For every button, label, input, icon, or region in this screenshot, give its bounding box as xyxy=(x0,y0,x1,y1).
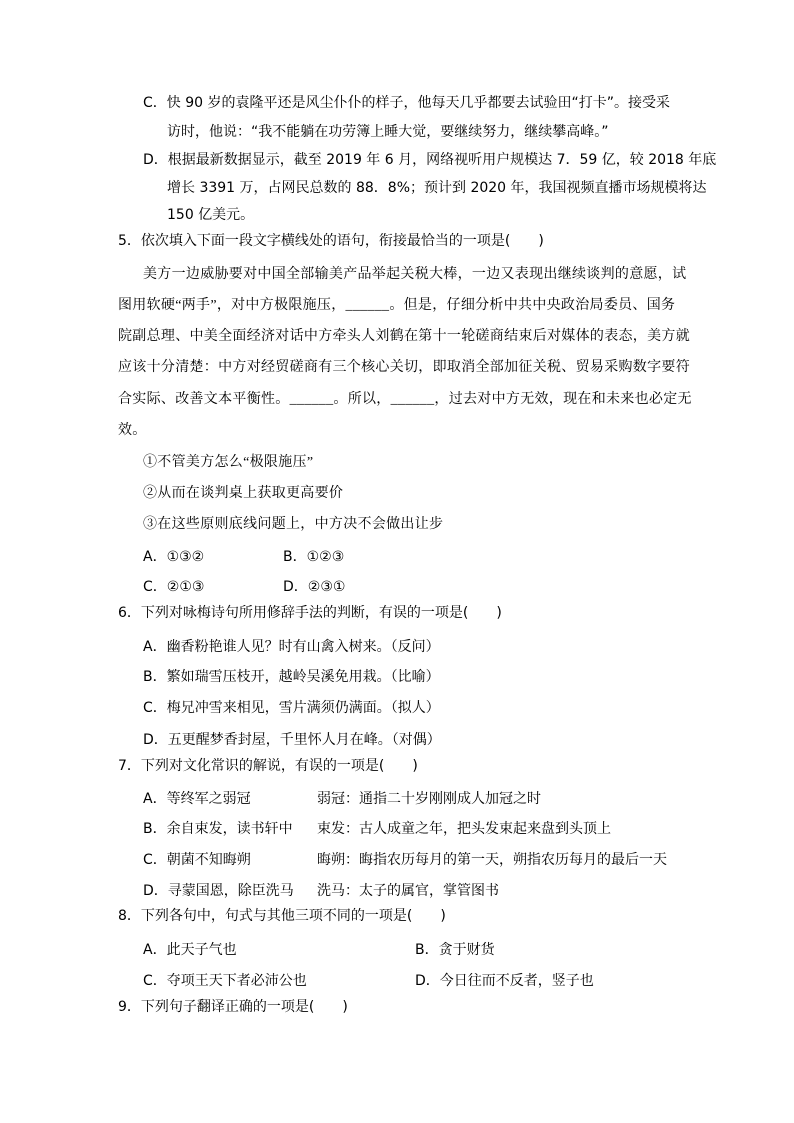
q6-stem: 6．下列对咏梅诗句所用修辞手法的判断，有误的一项是( ) xyxy=(118,605,502,621)
q4-option-c-line: 访时，他说：“我不能躺在功劳簿上睡大觉，要继续努力，继续攀高峰。” xyxy=(167,124,609,140)
q5-option-b: B．①②③ xyxy=(283,549,345,565)
q5-statement-1: ①不管美方怎么“极限施压” xyxy=(143,455,314,470)
q4-option-d-line: 增长 3391 万，占网民总数的 88．8%；预计到 2020 年，我国视频直播市场规模将达 xyxy=(167,180,707,196)
q5-option-a: A．①③② xyxy=(143,549,205,565)
q5-passage-line: 应该十分清楚：中方对经贸磋商有三个核心关切，即取消全部加征关税、贸易采购数字要符 xyxy=(118,360,690,375)
q7-option-b: B．余自束发，读书轩中 xyxy=(143,821,293,837)
q5-passage-line: 院副总理、中美全面经济对话中方牵头人刘鹤在第十一轮磋商结束后对媒体的表态，美方就 xyxy=(118,329,690,344)
q7-option-d-note: 洗马：太子的属官，掌管图书 xyxy=(317,883,499,899)
q7-option-a: A．等终军之弱冠 xyxy=(143,791,251,807)
q5-passage-line: 合实际、改善文本平衡性。______。所以，______，过去对中方无效，现在和未来也必定无 xyxy=(118,392,692,407)
q7-option-c-note: 晦朔：晦指农历每月的第一天，朔指农历每月的最后一天 xyxy=(317,852,667,868)
q6-option-b: B．繁如瑞雪压枝开，越岭吴溪免用栽。（比喻） xyxy=(143,669,440,685)
q5-stem: 5．依次填入下面一段文字横线处的语句，衔接最恰当的一项是( ) xyxy=(118,233,544,249)
q9-stem: 9．下列句子翻译正确的一项是( ) xyxy=(118,999,348,1015)
q8-option-b: B．贪于财货 xyxy=(415,942,495,958)
q6-option-d: D．五更醒梦香封屋，千里怀人月在峰。（对偶） xyxy=(143,732,441,748)
q7-option-b-note: 束发：古人成童之年，把头发束起来盘到头顶上 xyxy=(317,821,611,837)
q7-stem: 7．下列对文化常识的解说，有误的一项是( ) xyxy=(118,758,418,774)
q5-passage-line: 图用软硬“两手”，对中方极限施压，______。但是，仔细分析中共中央政治局委员、国务 xyxy=(118,298,676,313)
q6-option-a: A．幽香粉艳谁人见？时有山禽入树来。（反问） xyxy=(143,639,440,655)
q5-statement-2: ②从而在谈判桌上获取更高要价 xyxy=(143,486,344,501)
q8-option-a: A．此天子气也 xyxy=(143,942,237,958)
q5-option-d: D．②③① xyxy=(283,579,346,595)
q4-option-c-line: C．快 90 岁的袁隆平还是风尘仆仆的样子，他每天几乎都要去试验田“打卡”。接受采 xyxy=(143,95,670,111)
q7-option-c: C．朝菌不知晦朔 xyxy=(143,852,251,868)
q5-passage-line: 效。 xyxy=(118,423,147,438)
q4-option-d-line: D．根据最新数据显示，截至 2019 年 6 月，网络视听用户规模达 7．59 亿，较 2018 年底 xyxy=(143,152,717,168)
q5-statement-3: ③在这些原则底线问题上，中方决不会做出让步 xyxy=(143,517,444,532)
q8-option-d: D．今日往而不反者，竖子也 xyxy=(415,973,594,989)
q7-option-d: D．寻蒙国恩，除臣洗马 xyxy=(143,883,294,899)
q6-option-c: C．梅兄冲雪来相见，雪片满须仍满面。（拟人） xyxy=(143,700,440,716)
q8-option-c: C．夺项王天下者必沛公也 xyxy=(143,973,307,989)
q4-option-d-line: 150 亿美元。 xyxy=(167,207,255,223)
q5-passage-line: 美方一边威胁要对中国全部输美产品举起关税大棒，一边又表现出继续谈判的意愿，试 xyxy=(143,267,687,282)
q5-option-c: C．②①③ xyxy=(143,579,205,595)
q7-option-a-note: 弱冠：通指二十岁刚刚成人加冠之时 xyxy=(317,791,541,807)
q8-stem: 8．下列各句中，句式与其他三项不同的一项是( ) xyxy=(118,908,446,924)
